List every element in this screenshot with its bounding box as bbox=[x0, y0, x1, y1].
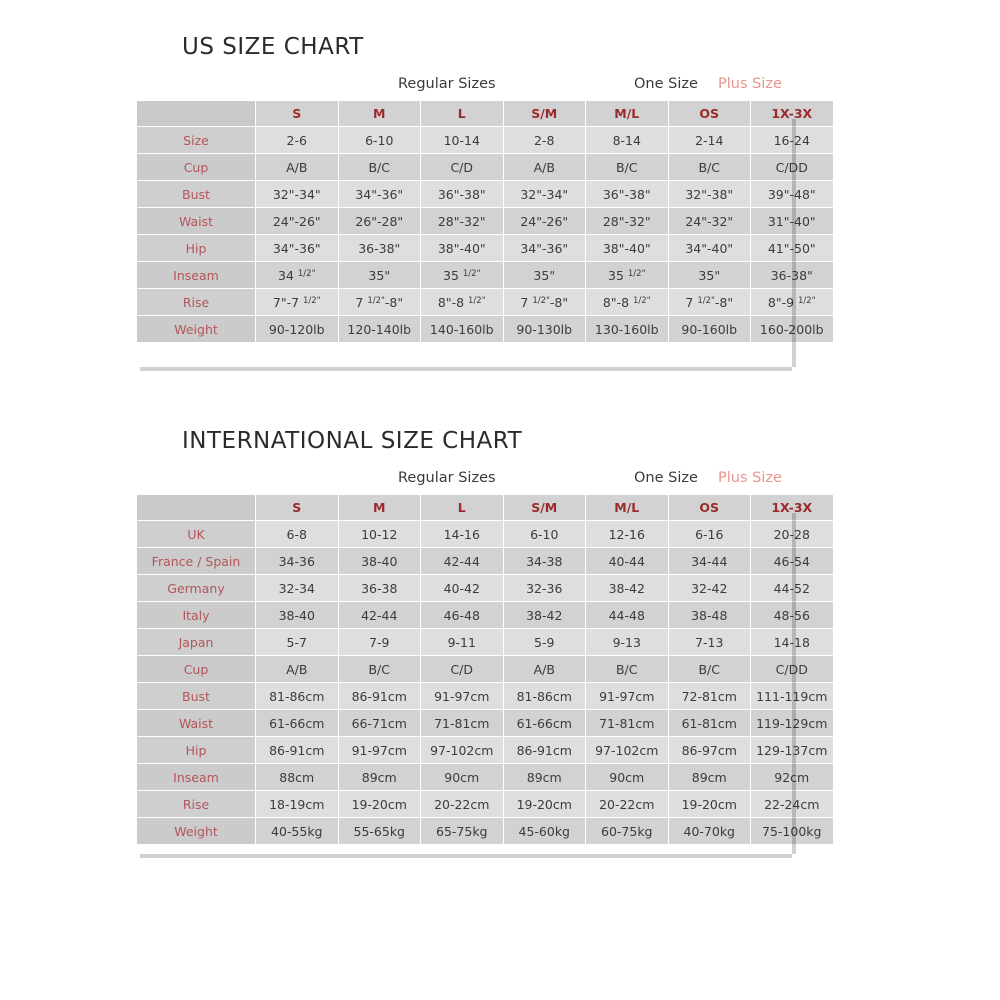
cell: 16-24 bbox=[751, 127, 834, 154]
cell: 90cm bbox=[586, 764, 669, 791]
us-size-chart-block bbox=[136, 34, 926, 343]
cell: 40-44 bbox=[586, 548, 669, 575]
cell: 26"-28" bbox=[338, 208, 421, 235]
cell: 61-66cm bbox=[256, 710, 339, 737]
cell: 119-129cm bbox=[751, 710, 834, 737]
cell: 42-44 bbox=[421, 548, 504, 575]
table-row bbox=[137, 154, 834, 181]
table-row bbox=[137, 316, 834, 343]
cell: 44-48 bbox=[586, 602, 669, 629]
cell: 40-70kg bbox=[668, 818, 751, 845]
header-cell-corner bbox=[137, 495, 256, 521]
row-label: Hip bbox=[137, 737, 256, 764]
intl-group-headers bbox=[136, 468, 926, 494]
table-header-row bbox=[137, 495, 834, 521]
row-label: Hip bbox=[137, 235, 256, 262]
table-shadow-bottom bbox=[140, 367, 792, 371]
cell: 19-20cm bbox=[668, 791, 751, 818]
table-shadow-right bbox=[792, 119, 796, 367]
cell: 97-102cm bbox=[586, 737, 669, 764]
cell: 34"-40" bbox=[668, 235, 751, 262]
cell: 28"-32" bbox=[586, 208, 669, 235]
cell: 46-54 bbox=[751, 548, 834, 575]
cell: 8-14 bbox=[586, 127, 669, 154]
header-cell-os: OS bbox=[668, 495, 751, 521]
cell: 35" bbox=[503, 262, 586, 289]
table-row bbox=[137, 548, 834, 575]
cell: C/D bbox=[421, 656, 504, 683]
cell: C/DD bbox=[751, 656, 834, 683]
cell: 129-137cm bbox=[751, 737, 834, 764]
us-group-headers bbox=[136, 74, 926, 100]
cell: 34"-36" bbox=[503, 235, 586, 262]
header-cell-sm: S/M bbox=[503, 495, 586, 521]
cell: 34-36 bbox=[256, 548, 339, 575]
header-cell-m: M bbox=[338, 101, 421, 127]
cell: 2-8 bbox=[503, 127, 586, 154]
cell: 44-52 bbox=[751, 575, 834, 602]
header-cell-s: S bbox=[256, 495, 339, 521]
cell: 140-160lb bbox=[421, 316, 504, 343]
table-row bbox=[137, 575, 834, 602]
cell: 34 $^{1/2"}$ bbox=[256, 262, 339, 289]
cell: 31"-40" bbox=[751, 208, 834, 235]
cell: 61-81cm bbox=[668, 710, 751, 737]
cell: 86-91cm bbox=[503, 737, 586, 764]
cell: 111-119cm bbox=[751, 683, 834, 710]
cell: 5-7 bbox=[256, 629, 339, 656]
cell: 91-97cm bbox=[421, 683, 504, 710]
cell: 90cm bbox=[421, 764, 504, 791]
cell: 46-48 bbox=[421, 602, 504, 629]
cell: 42-44 bbox=[338, 602, 421, 629]
cell: 35" bbox=[338, 262, 421, 289]
header-cell-1x3x: 1X-3X bbox=[751, 495, 834, 521]
cell: 91-97cm bbox=[338, 737, 421, 764]
cell: B/C bbox=[668, 656, 751, 683]
cell: 35 $^{1/2"}$ bbox=[421, 262, 504, 289]
group-label-plus-size: Plus Size bbox=[718, 76, 782, 92]
cell: 89cm bbox=[338, 764, 421, 791]
cell: 55-65kg bbox=[338, 818, 421, 845]
row-label: Bust bbox=[137, 683, 256, 710]
cell: 45-60kg bbox=[503, 818, 586, 845]
table-row bbox=[137, 262, 834, 289]
row-label: Germany bbox=[137, 575, 256, 602]
cell: 86-91cm bbox=[256, 737, 339, 764]
cell: 9-11 bbox=[421, 629, 504, 656]
us-size-table bbox=[136, 100, 834, 343]
cell: 2-6 bbox=[256, 127, 339, 154]
row-label: Waist bbox=[137, 208, 256, 235]
cell: A/B bbox=[503, 656, 586, 683]
cell: 2-14 bbox=[668, 127, 751, 154]
header-cell-l: L bbox=[421, 101, 504, 127]
table-row bbox=[137, 818, 834, 845]
cell: C/DD bbox=[751, 154, 834, 181]
cell: 160-200lb bbox=[751, 316, 834, 343]
cell: 14-18 bbox=[751, 629, 834, 656]
cell: 71-81cm bbox=[586, 710, 669, 737]
cell: 65-75kg bbox=[421, 818, 504, 845]
cell: 24"-32" bbox=[668, 208, 751, 235]
intl-size-table bbox=[136, 494, 834, 845]
row-label: Rise bbox=[137, 791, 256, 818]
cell: 7 $^{1/2"}$-8" bbox=[668, 289, 751, 316]
cell: 34"-36" bbox=[338, 181, 421, 208]
row-label: Bust bbox=[137, 181, 256, 208]
header-cell-corner bbox=[137, 101, 256, 127]
cell: 34-38 bbox=[503, 548, 586, 575]
cell: 40-42 bbox=[421, 575, 504, 602]
row-label: Weight bbox=[137, 818, 256, 845]
cell: 66-71cm bbox=[338, 710, 421, 737]
table-row bbox=[137, 289, 834, 316]
cell: 10-12 bbox=[338, 521, 421, 548]
cell: 72-81cm bbox=[668, 683, 751, 710]
cell: 14-16 bbox=[421, 521, 504, 548]
cell: 32"-34" bbox=[256, 181, 339, 208]
cell: 81-86cm bbox=[503, 683, 586, 710]
cell: 38-48 bbox=[668, 602, 751, 629]
header-cell-m: M bbox=[338, 495, 421, 521]
cell: 61-66cm bbox=[503, 710, 586, 737]
row-label: Size bbox=[137, 127, 256, 154]
row-label: Cup bbox=[137, 656, 256, 683]
header-cell-os: OS bbox=[668, 101, 751, 127]
cell: 6-10 bbox=[503, 521, 586, 548]
header-cell-1x3x: 1X-3X bbox=[751, 101, 834, 127]
cell: 32-42 bbox=[668, 575, 751, 602]
table-row bbox=[137, 656, 834, 683]
table-row bbox=[137, 602, 834, 629]
cell: A/B bbox=[503, 154, 586, 181]
cell: 32-34 bbox=[256, 575, 339, 602]
cell: 19-20cm bbox=[338, 791, 421, 818]
row-label: Inseam bbox=[137, 262, 256, 289]
table-shadow-bottom bbox=[140, 854, 792, 858]
cell: 35 $^{1/2"}$ bbox=[586, 262, 669, 289]
row-label: Cup bbox=[137, 154, 256, 181]
cell: 48-56 bbox=[751, 602, 834, 629]
cell: 7-13 bbox=[668, 629, 751, 656]
cell: 7"-7 $^{1/2"}$ bbox=[256, 289, 339, 316]
cell: 36-38" bbox=[338, 235, 421, 262]
header-cell-ml: M/L bbox=[586, 101, 669, 127]
cell: 10-14 bbox=[421, 127, 504, 154]
table-row bbox=[137, 710, 834, 737]
cell: 92cm bbox=[751, 764, 834, 791]
row-label: Waist bbox=[137, 710, 256, 737]
cell: B/C bbox=[586, 656, 669, 683]
row-label: France / Spain bbox=[137, 548, 256, 575]
cell: 36"-38" bbox=[421, 181, 504, 208]
intl-size-chart-block bbox=[136, 428, 926, 845]
cell: 90-120lb bbox=[256, 316, 339, 343]
group-label-one-size: One Size bbox=[634, 470, 698, 486]
group-label-plus-size: Plus Size bbox=[718, 470, 782, 486]
table-shadow-right bbox=[792, 513, 796, 854]
row-label: Rise bbox=[137, 289, 256, 316]
cell: 12-16 bbox=[586, 521, 669, 548]
table-row bbox=[137, 235, 834, 262]
row-label: Weight bbox=[137, 316, 256, 343]
cell: 32"-38" bbox=[668, 181, 751, 208]
group-label-regular-sizes: Regular Sizes bbox=[398, 76, 496, 92]
cell: B/C bbox=[668, 154, 751, 181]
cell: 90-130lb bbox=[503, 316, 586, 343]
header-cell-l: L bbox=[421, 495, 504, 521]
cell: 20-28 bbox=[751, 521, 834, 548]
cell: 20-22cm bbox=[421, 791, 504, 818]
table-row bbox=[137, 521, 834, 548]
cell: 34-44 bbox=[668, 548, 751, 575]
cell: 90-160lb bbox=[668, 316, 751, 343]
cell: B/C bbox=[586, 154, 669, 181]
intl-chart-title: INTERNATIONAL SIZE CHART bbox=[182, 428, 523, 454]
cell: 71-81cm bbox=[421, 710, 504, 737]
cell: 36-38" bbox=[751, 262, 834, 289]
table-header-row bbox=[137, 101, 834, 127]
cell: 130-160lb bbox=[586, 316, 669, 343]
cell: 86-97cm bbox=[668, 737, 751, 764]
cell: 7 $^{1/2"}$-8" bbox=[338, 289, 421, 316]
cell: A/B bbox=[256, 656, 339, 683]
cell: 6-8 bbox=[256, 521, 339, 548]
cell: 97-102cm bbox=[421, 737, 504, 764]
cell: C/D bbox=[421, 154, 504, 181]
cell: 38-42 bbox=[586, 575, 669, 602]
cell: 18-19cm bbox=[256, 791, 339, 818]
cell: 40-55kg bbox=[256, 818, 339, 845]
table-row bbox=[137, 764, 834, 791]
cell: 28"-32" bbox=[421, 208, 504, 235]
row-label: Inseam bbox=[137, 764, 256, 791]
cell: A/B bbox=[256, 154, 339, 181]
cell: 8"-9 $^{1/2"}$ bbox=[751, 289, 834, 316]
table-row bbox=[137, 181, 834, 208]
cell: 60-75kg bbox=[586, 818, 669, 845]
group-label-regular-sizes: Regular Sizes bbox=[398, 470, 496, 486]
us-chart-title: US SIZE CHART bbox=[182, 34, 364, 60]
cell: 35" bbox=[668, 262, 751, 289]
cell: 22-24cm bbox=[751, 791, 834, 818]
cell: 41"-50" bbox=[751, 235, 834, 262]
cell: 24"-26" bbox=[256, 208, 339, 235]
header-cell-sm: S/M bbox=[503, 101, 586, 127]
row-label: UK bbox=[137, 521, 256, 548]
table-row bbox=[137, 629, 834, 656]
row-label: Japan bbox=[137, 629, 256, 656]
cell: 38-42 bbox=[503, 602, 586, 629]
header-cell-s: S bbox=[256, 101, 339, 127]
table-row bbox=[137, 791, 834, 818]
cell: 9-13 bbox=[586, 629, 669, 656]
cell: 8"-8 $^{1/2"}$ bbox=[586, 289, 669, 316]
cell: 6-10 bbox=[338, 127, 421, 154]
cell: 36"-38" bbox=[586, 181, 669, 208]
cell: 38-40 bbox=[256, 602, 339, 629]
cell: 120-140lb bbox=[338, 316, 421, 343]
cell: 19-20cm bbox=[503, 791, 586, 818]
cell: 38-40 bbox=[338, 548, 421, 575]
cell: B/C bbox=[338, 656, 421, 683]
cell: 5-9 bbox=[503, 629, 586, 656]
row-label: Italy bbox=[137, 602, 256, 629]
header-cell-ml: M/L bbox=[586, 495, 669, 521]
cell: 91-97cm bbox=[586, 683, 669, 710]
cell: 38"-40" bbox=[421, 235, 504, 262]
cell: 36-38 bbox=[338, 575, 421, 602]
cell: 75-100kg bbox=[751, 818, 834, 845]
cell: 20-22cm bbox=[586, 791, 669, 818]
cell: 7 $^{1/2"}$-8" bbox=[503, 289, 586, 316]
cell: 6-16 bbox=[668, 521, 751, 548]
cell: 89cm bbox=[668, 764, 751, 791]
table-row bbox=[137, 208, 834, 235]
group-label-one-size: One Size bbox=[634, 76, 698, 92]
cell: 88cm bbox=[256, 764, 339, 791]
cell: 89cm bbox=[503, 764, 586, 791]
table-row bbox=[137, 737, 834, 764]
cell: 8"-8 $^{1/2"}$ bbox=[421, 289, 504, 316]
cell: B/C bbox=[338, 154, 421, 181]
table-row bbox=[137, 127, 834, 154]
cell: 24"-26" bbox=[503, 208, 586, 235]
table-row bbox=[137, 683, 834, 710]
cell: 86-91cm bbox=[338, 683, 421, 710]
cell: 34"-36" bbox=[256, 235, 339, 262]
cell: 32-36 bbox=[503, 575, 586, 602]
cell: 39"-48" bbox=[751, 181, 834, 208]
cell: 81-86cm bbox=[256, 683, 339, 710]
cell: 38"-40" bbox=[586, 235, 669, 262]
cell: 32"-34" bbox=[503, 181, 586, 208]
cell: 7-9 bbox=[338, 629, 421, 656]
